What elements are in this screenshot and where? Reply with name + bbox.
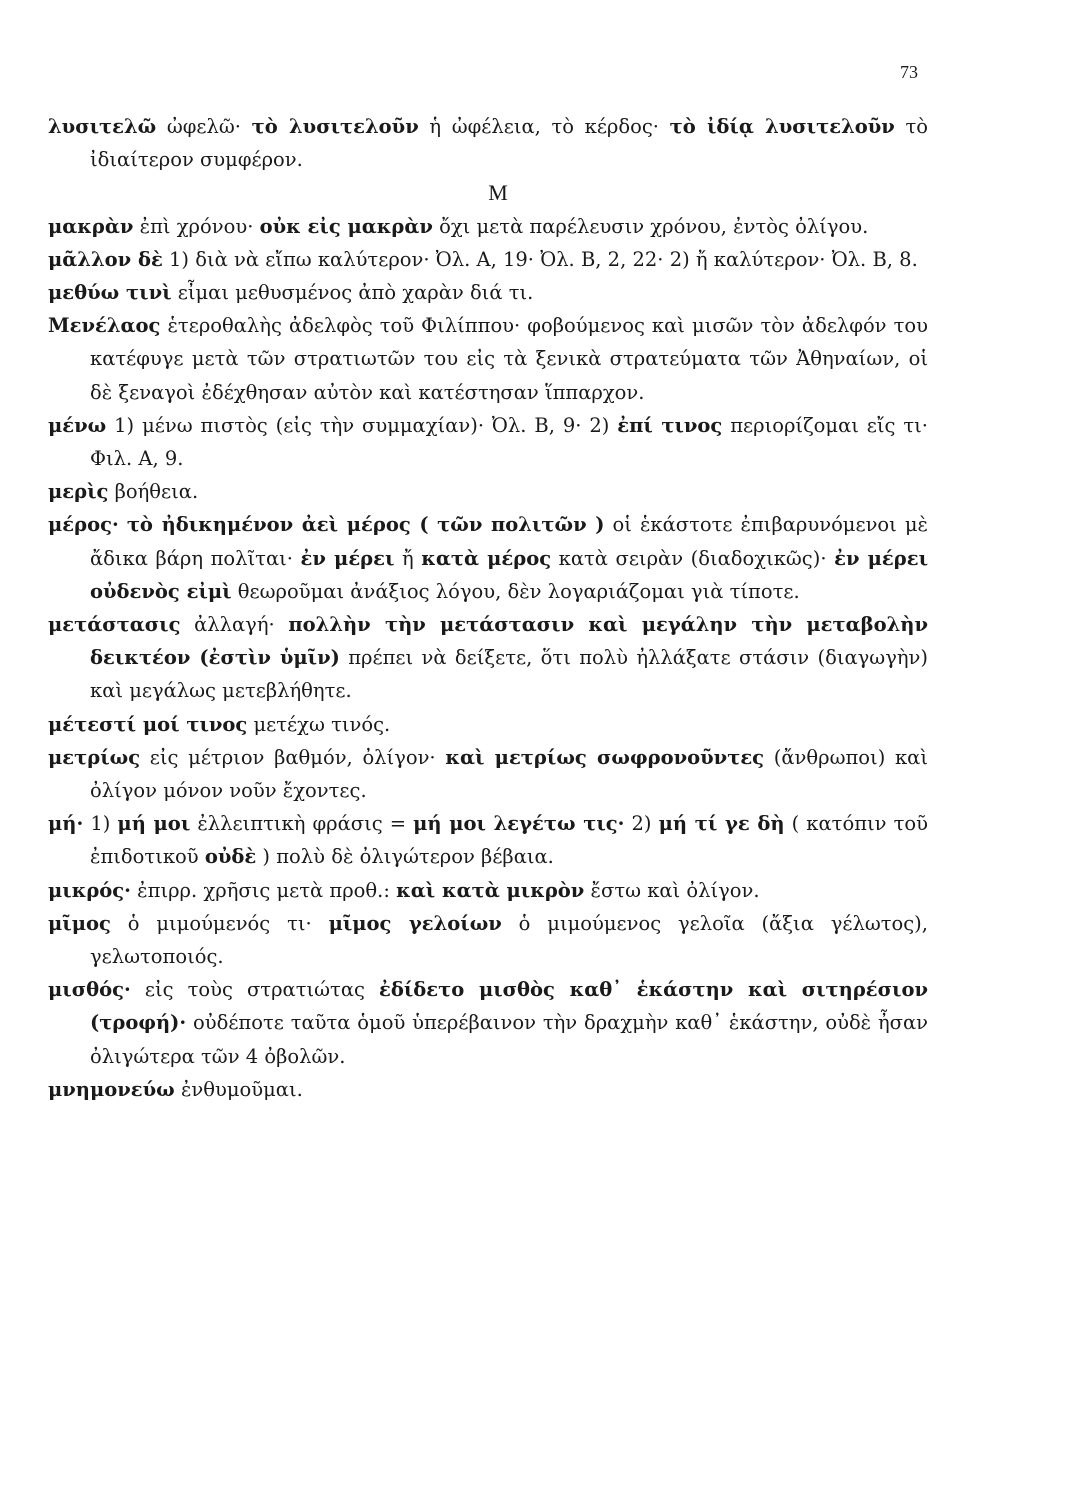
section-letter: Μ	[488, 180, 508, 206]
glossary-entry: μετάστασις ἀλλαγή· πολλὴν τὴν μετάστασιν καὶ μεγάλην τὴν μεταβολὴν δεικτέον (ἐστὶν ὑμῖν) πρέπει νὰ δείξετε, ὅτι πολὺ ἠλλάξατε στάσιν (διαγωγὴν) καὶ μεγάλως μετεβλήθητε.	[48, 613, 928, 703]
glossary-entry: μή· 1) μή μοι ἐλλειπτικὴ φράσις = μή μοι λεγέτω τις· 2) μή τί γε δὴ ( κατόπιν τοῦ ἐπιδοτικοῦ οὐδὲ ) πολὺ δὲ ὀλιγώτερον βέβαια.	[48, 812, 928, 869]
page-number: 73	[900, 62, 918, 82]
headword: μᾶλλον δὲ	[48, 247, 163, 271]
glossary-entry: μετρίως εἰς μέτριον βαθμόν, ὀλίγον· καὶ μετρίως σωφρονοῦντες (ἄνθρωποι) καὶ ὀλίγον μόνον νοῦν ἔχοντες.	[48, 745, 928, 803]
headword: μερὶς	[48, 480, 109, 504]
headword: μετρίως	[48, 745, 141, 769]
glossary-entry: μνημονεύω ἐνθυμοῦμαι.	[48, 1077, 303, 1101]
glossary-entry: μερὶς βοήθεια.	[48, 480, 199, 504]
glossary-entry: μεθύω τινὶ εἶμαι μεθυσμένος ἀπὸ χαρὰν διά τι.	[48, 281, 534, 305]
glossary-entry: μισθός· εἰς τοὺς στρατιώτας ἐδίδετο μισθὸς καθ᾽ ἑκάστην καὶ σιτηρέσιον (τροφή)· οὐδέποτε ταῦτα ὁμοῦ ὑπερέβαινον τὴν δραχμὴν καθ᾽ ἑκάστην, οὐδὲ ἦσαν ὀλιγώτερα τῶν 4 ὀβολῶν.	[48, 978, 928, 1068]
headword: Μενέλαος	[48, 314, 161, 338]
glossary-entry: λυσιτελῶ ὠφελῶ· τὸ λυσιτελοῦν ἡ ὠφέλεια, τὸ κέρδος· τὸ ἰδίᾳ λυσιτελοῦν τὸ ἰδιαίτερον συμφέρον.	[48, 115, 928, 172]
headword: λυσιτελῶ	[48, 115, 157, 138]
glossary-entry: μᾶλλον δὲ 1) διὰ νὰ εἴπω καλύτερον· Ὀλ. Α, 19· Ὀλ. Β, 2, 22· 2) ἤ καλύτερον· Ὀλ. Β, 8.	[48, 247, 918, 271]
headword: μένω	[48, 413, 107, 437]
headword: μακρὰν	[48, 214, 134, 238]
headword: μικρός·	[48, 878, 131, 902]
headword: μισθός·	[48, 978, 131, 1002]
glossary-entry: Μενέλαος ἑτεροθαλὴς ἀδελφὸς τοῦ Φιλίππου· φοβούμενος καὶ μισῶν τὸν ἀδελφόν του κατέφυγε μετὰ τῶν στρατιωτῶν του εἰς τὰ ξενικὰ στρατεύματα τῶν Ἀθηναίων, οἱ δὲ ξεναγοὶ ἐδέχθησαν αὐτὸν καὶ κατέστησαν ἵππαρχον.	[48, 314, 928, 404]
headword: μεθύω τινὶ	[48, 281, 172, 305]
headword: μέτεστί μοί τινος	[48, 712, 248, 736]
headword: μετάστασις	[48, 613, 181, 637]
glossary-entry: μικρός· ἐπιρρ. χρῆσις μετὰ προθ.: καὶ κατὰ μικρὸν ἔστω καὶ ὀλίγον.	[48, 878, 760, 902]
headword: μῖμος	[48, 911, 111, 935]
glossary-entry: μένω 1) μένω πιστὸς (εἰς τὴν συμμαχίαν)· Ὀλ. Β, 9· 2) ἐπί τινος περιορίζομαι εἴς τι· Φιλ. Α, 9.	[48, 413, 928, 471]
glossary-entry: μέτεστί μοί τινος μετέχω τινός.	[48, 712, 391, 736]
headword: μνημονεύω	[48, 1077, 175, 1101]
headword: μή·	[48, 812, 84, 836]
glossary-entry: μακρὰν ἐπὶ χρόνου· οὐκ εἰς μακρὰν ὄχι μετὰ παρέλευσιν χρόνου, ἐντὸς ὀλίγου.	[48, 214, 869, 238]
headword: μέρος·	[48, 513, 119, 537]
glossary-entry: μῖμος ὁ μιμούμενός τι· μῖμος γελοίων ὁ μιμούμενος γελοῖα (ἄξια γέλωτος), γελωτοποιός.	[48, 911, 928, 969]
glossary-entry: μέρος· τὸ ἠδικημένον ἀεὶ μέρος ( τῶν πολιτῶν ) οἱ ἑκάστοτε ἐπιβαρυνόμενοι μὲ ἄδικα βάρη πολῖται· ἐν μέρει ἤ κατὰ μέρος κατὰ σειρὰν (διαδοχικῶς)· ἐν μέρει οὐδενὸς εἰμὶ θεωροῦμαι ἀνάξιος λόγου, δὲν λογαριάζομαι γιὰ τίποτε.	[48, 513, 929, 603]
glossary-text	[48, 110, 928, 1106]
